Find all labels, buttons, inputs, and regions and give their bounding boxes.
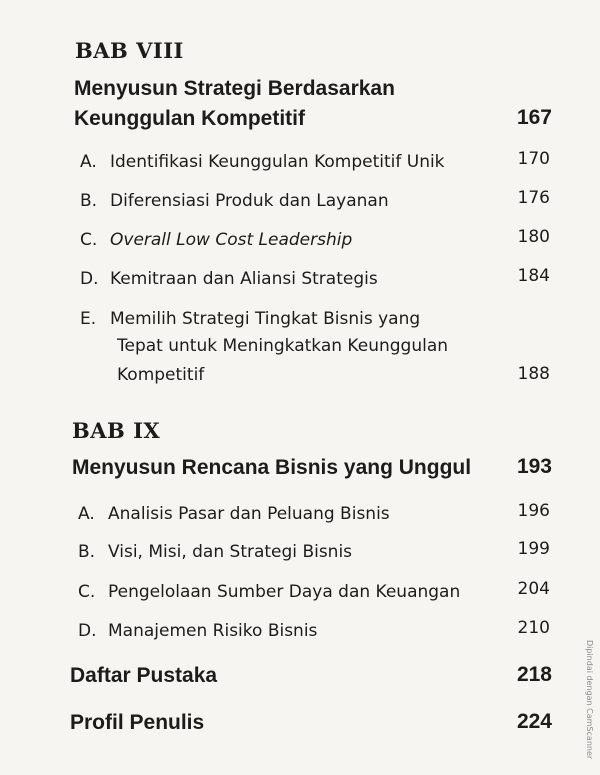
entry-letter: A. bbox=[80, 152, 97, 172]
toc-entry-9b-page: 199 bbox=[517, 539, 550, 559]
toc-entry-9c-page: 204 bbox=[517, 579, 550, 599]
toc-entry-9a-page: 196 bbox=[517, 501, 550, 521]
daftar-pustaka-title: Daftar Pustaka bbox=[70, 664, 218, 687]
entry-title: Analisis Pasar dan Peluang Bisnis bbox=[108, 504, 390, 524]
scanner-watermark: Dipindai dengan CamScanner bbox=[585, 640, 594, 760]
chapter-8-title-line-2: Keunggulan Kompetitif bbox=[74, 107, 305, 130]
entry-title: Identifikasi Keunggulan Kompetitif Unik bbox=[110, 152, 445, 172]
toc-entry-9c bbox=[78, 579, 460, 605]
toc-entry-8e-line-3: Kompetitif bbox=[117, 365, 205, 385]
chapter-9-title: Menyusun Rencana Bisnis yang Unggul bbox=[72, 456, 472, 479]
toc-entry-8a-page: 170 bbox=[517, 149, 550, 169]
toc-entry-8a bbox=[80, 149, 445, 175]
toc-entry-8d-page: 184 bbox=[517, 266, 550, 286]
daftar-pustaka-page: 218 bbox=[516, 663, 552, 686]
chapter-8-title-line-1: Menyusun Strategi Berdasarkan bbox=[74, 77, 395, 100]
profil-penulis-title: Profil Penulis bbox=[70, 711, 205, 734]
entry-title: Pengelolaan Sumber Daya dan Keuangan bbox=[108, 582, 461, 602]
toc-entry-8e bbox=[80, 306, 420, 332]
entry-letter: B. bbox=[78, 542, 96, 562]
toc-entry-8c-page: 180 bbox=[517, 227, 550, 247]
entry-letter: D. bbox=[80, 269, 99, 289]
toc-entry-9d bbox=[78, 618, 317, 644]
entry-title-line-1: Memilih Strategi Tingkat Bisnis yang bbox=[110, 309, 421, 329]
toc-entry-8b bbox=[80, 188, 389, 214]
entry-letter: C. bbox=[78, 582, 96, 602]
chapter-9-page-number: 193 bbox=[516, 455, 552, 478]
entry-title: Overall Low Cost Leadership bbox=[110, 230, 353, 250]
chapter-9-label: BAB IX bbox=[72, 418, 161, 443]
toc-entry-8e-page: 188 bbox=[517, 364, 550, 384]
entry-letter: D. bbox=[78, 621, 97, 641]
toc-entry-9a bbox=[78, 501, 390, 527]
toc-entry-9d-page: 210 bbox=[517, 618, 550, 638]
entry-title: Diferensiasi Produk dan Layanan bbox=[110, 191, 389, 211]
entry-letter: B. bbox=[80, 191, 98, 211]
toc-entry-8b-page: 176 bbox=[517, 188, 550, 208]
chapter-8-page-number: 167 bbox=[516, 106, 552, 129]
toc-entry-8c bbox=[80, 227, 352, 253]
entry-title: Kemitraan dan Aliansi Strategis bbox=[110, 269, 378, 289]
toc-entry-9b bbox=[78, 539, 352, 565]
entry-title: Visi, Misi, dan Strategi Bisnis bbox=[108, 542, 353, 562]
chapter-8-label: BAB VIII bbox=[75, 38, 184, 63]
entry-letter: C. bbox=[80, 230, 98, 250]
profil-penulis-page: 224 bbox=[516, 710, 552, 733]
entry-letter: A. bbox=[78, 504, 95, 524]
entry-letter: E. bbox=[80, 309, 97, 329]
entry-title: Manajemen Risiko Bisnis bbox=[108, 621, 318, 641]
toc-entry-8d bbox=[80, 266, 378, 292]
toc-entry-8e-line-2: Tepat untuk Meningkatkan Keunggulan bbox=[117, 336, 449, 356]
